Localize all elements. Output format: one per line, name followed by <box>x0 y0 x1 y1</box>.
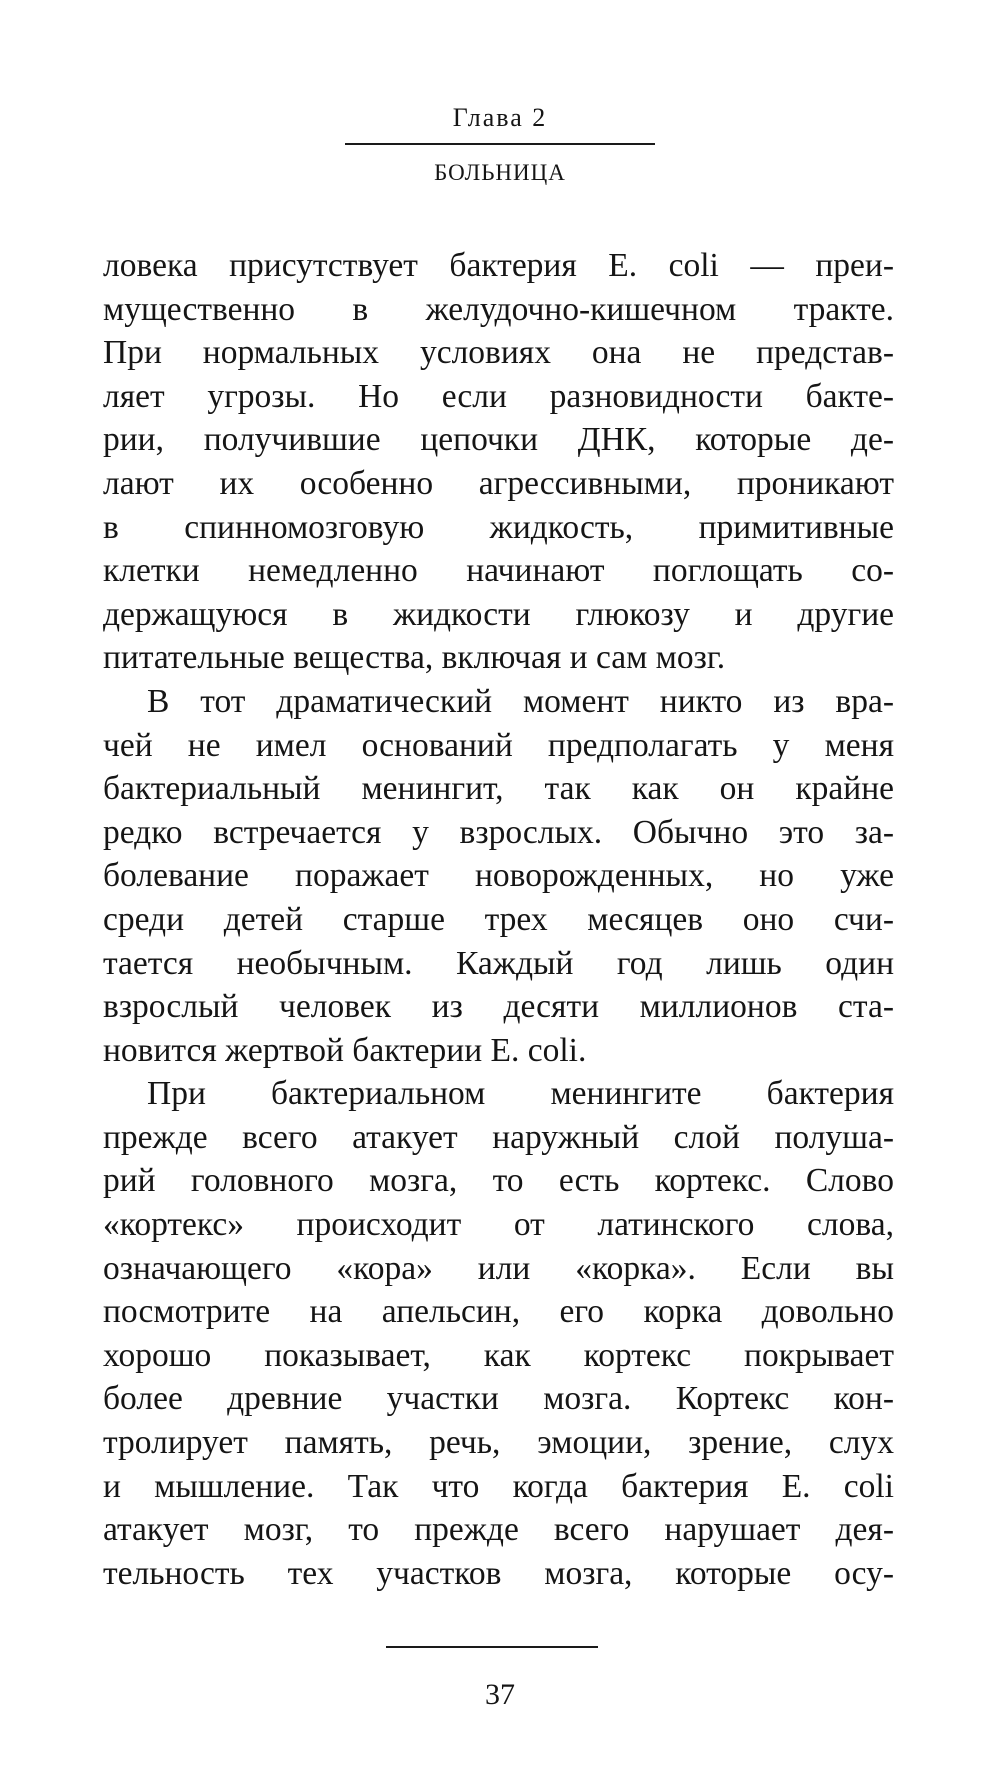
text-line: прежде всего атакует наружный слой полуша- <box>103 1118 894 1156</box>
text-line: в спинномозговую жидкость, примитивные <box>103 508 894 546</box>
body-text <box>103 244 894 1595</box>
text-line: клетки немедленно начинают поглощать со- <box>103 552 894 590</box>
text-line: тельность тех участков мозга, которые осу- <box>103 1554 894 1592</box>
text-line: держащуюся в жидкости глюкозу и другие <box>103 595 894 633</box>
text-line: рий головного мозга, то есть кортекс. Слово <box>103 1162 894 1200</box>
text-line: редко встречается у взрослых. Обычно это за- <box>103 813 894 851</box>
text-line: означающего «кора» или «корка». Если вы <box>103 1249 894 1287</box>
text-line: «кортекс» происходит от латинского слова, <box>103 1206 894 1244</box>
text-line: хорошо показывает, как кортекс покрывает <box>103 1336 894 1374</box>
text-line: При бактериальном менингите бактерия <box>147 1075 894 1113</box>
text-line: новится жертвой бактерии E. coli. <box>103 1031 587 1069</box>
text-line: рии, получившие цепочки ДНК, которые де- <box>103 421 894 459</box>
header-rule <box>345 143 655 145</box>
text-line: ловека присутствует бактерия E. coli — преи- <box>103 247 894 284</box>
text-line: питательные вещества, включая и сам мозг. <box>103 639 726 677</box>
text-line: взрослый человек из десяти миллионов ста- <box>103 988 894 1026</box>
text-line: тролирует память, речь, эмоции, зрение, слух <box>103 1424 894 1462</box>
text-line: посмотрите на апельсин, его корка довольно <box>103 1293 894 1331</box>
text-line: более древние участки мозга. Кортекс кон- <box>103 1380 894 1418</box>
text-line: атакует мозг, то прежде всего нарушает дея- <box>103 1511 894 1549</box>
footer-rule <box>386 1646 598 1648</box>
text-line: лают их особенно агрессивными, проникают <box>103 464 894 502</box>
running-head <box>0 103 1000 187</box>
text-line: болевание поражает новорожденных, но уже <box>103 857 894 895</box>
text-line: мущественно в желудочно-кишечном тракте. <box>103 290 894 328</box>
text-line: чей не имел оснований предполагать у меня <box>103 726 894 764</box>
text-line: В тот драматический момент никто из вра- <box>147 682 894 720</box>
chapter-label: Глава 2 <box>452 103 548 132</box>
text-line: тается необычным. Каждый год лишь один <box>103 944 894 982</box>
text-line: При нормальных условиях она не представ- <box>103 334 894 372</box>
page-number: 37 <box>485 1678 515 1711</box>
text-line: и мышление. Так что когда бактерия E. coli <box>103 1467 894 1505</box>
chapter-title: БОЛЬНИЦА <box>434 160 566 185</box>
text-line: бактериальный менингит, так как он крайне <box>103 770 894 808</box>
text-line: ляет угрозы. Но если разновидности бакте- <box>103 377 894 415</box>
text-line: среди детей старше трех месяцев оно счи- <box>103 900 894 938</box>
